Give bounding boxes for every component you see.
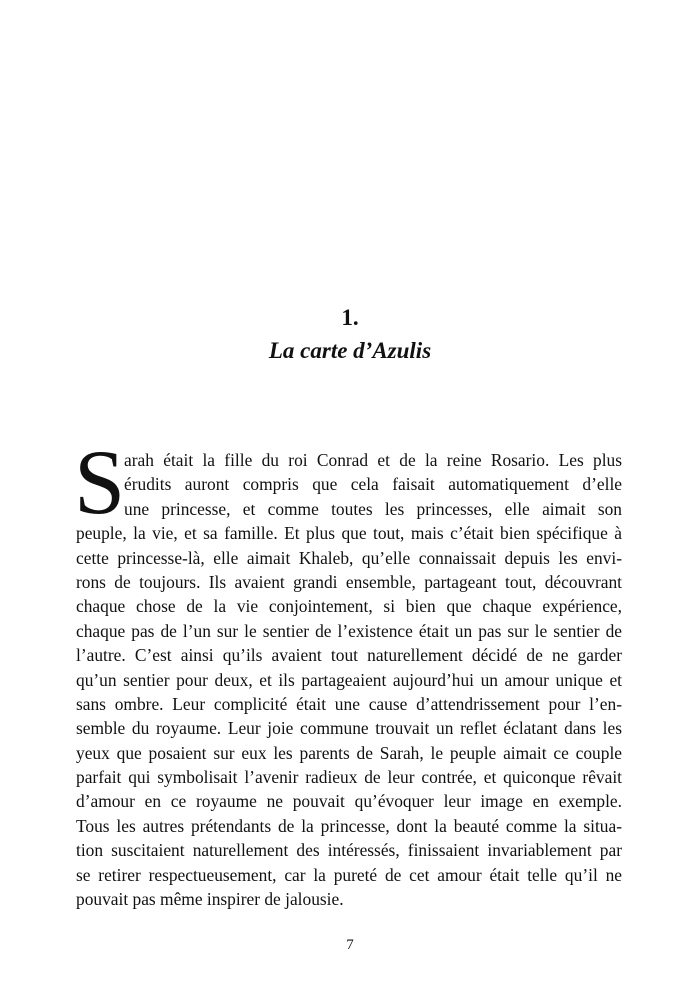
text-line: pouvait pas même inspirer de jalousie. <box>76 889 344 910</box>
text-line: Tous les autres prétendants de la princesse, dont la beauté comme la situa- <box>76 815 622 836</box>
body-paragraph <box>76 448 622 911</box>
text-line: d’amour en ce royaume ne pouvait qu’évoquer leur image en exemple. <box>76 791 622 812</box>
chapter-number: 1. <box>341 305 359 330</box>
page-number: 7 <box>346 937 354 953</box>
text-line: peuple, la vie, et sa famille. Et plus que tout, mais c’était bien spécifique à <box>76 523 622 544</box>
text-line: se retirer respectueusement, car la pureté de cet amour était telle qu’il ne <box>76 864 622 885</box>
drop-cap: S <box>74 431 126 533</box>
text-line: semble du royaume. Leur joie commune trouvait un reflet éclatant dans les <box>76 718 622 739</box>
text-line: yeux que posaient sur eux les parents de Sarah, le peuple aimait ce couple <box>76 742 622 763</box>
text-line: sans ombre. Leur complicité était une cause d’attendrissement pour l’en- <box>76 693 622 714</box>
text-line: rons de toujours. Ils avaient grandi ensemble, partageant tout, découvrant <box>76 571 622 592</box>
text-line: érudits auront compris que cela faisait automatiquement d’elle <box>124 474 622 495</box>
text-line: chaque pas de l’un sur le sentier de l’existence était un pas sur le sentier de <box>76 620 622 641</box>
text-line: tion suscitaient naturellement des intéressés, finissaient invariablement par <box>76 840 622 861</box>
text-line: parfait qui symbolisait l’avenir radieux de leur contrée, et quiconque rêvait <box>76 767 622 788</box>
text-line: une princesse, et comme toutes les princesses, elle aimait son <box>124 498 622 519</box>
chapter-title: La carte d’Azulis <box>268 338 432 363</box>
text-line: chaque chose de la vie conjointement, si bien que chaque expérience, <box>76 596 622 617</box>
text-line: cette princesse-là, elle aimait Khaleb, qu’elle connaissait depuis les envi- <box>76 547 622 568</box>
text-line: qu’un sentier pour deux, et ils partageaient aujourd’hui un amour unique et <box>76 669 622 690</box>
text-line: l’autre. C’est ainsi qu’ils avaient tout naturellement décidé de ne garder <box>76 645 622 666</box>
text-line: arah était la fille du roi Conrad et de la reine Rosario. Les plus <box>124 450 622 470</box>
